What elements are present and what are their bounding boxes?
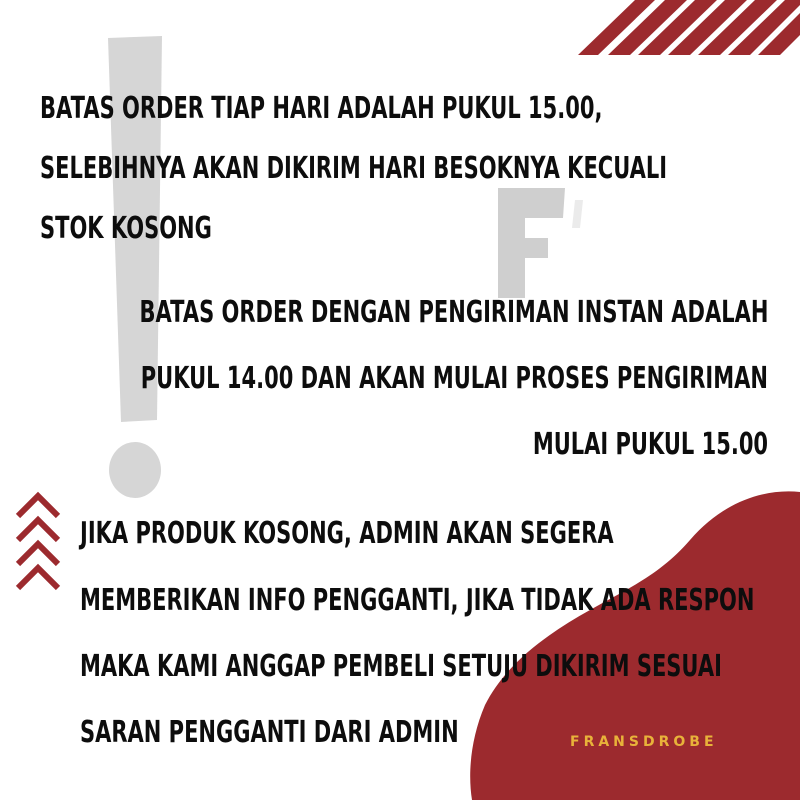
notice-3-line-2: MEMBERIKAN INFO PENGGANTI, JIKA TIDAK ADA RESPON: [80, 583, 755, 618]
notice-2-line-3: MULAI PUKUL 15.00: [532, 427, 768, 462]
notice-1-line-3: STOK KOSONG: [40, 211, 212, 246]
notice-3-line-1: JIKA PRODUK KOSONG, ADMIN AKAN SEGERA: [80, 516, 614, 551]
notice-1-line-1: BATAS ORDER TIAP HARI ADALAH PUKUL 15.00,: [40, 91, 603, 126]
notice-2-line-2: PUKUL 14.00 DAN AKAN MULAI PROSES PENGIRIMAN: [140, 361, 768, 396]
notice-3-line-4: SARAN PENGGANTI DARI ADMIN: [80, 715, 459, 750]
notice-1-line-2: SELEBIHNYA AKAN DIKIRIM HARI BESOKNYA KECUALI: [40, 151, 668, 186]
brand-name: FRANSDROBE: [570, 734, 718, 750]
notice-2-line-1: BATAS ORDER DENGAN PENGIRIMAN INSTAN ADALAH: [139, 295, 768, 330]
diagonal-stripes-icon: [578, 0, 800, 55]
chevron-up-stack-icon: [18, 496, 58, 588]
notice-3-line-3: MAKA KAMI ANGGAP PEMBELI SETUJU DIKIRIM SESUAI: [80, 649, 722, 684]
